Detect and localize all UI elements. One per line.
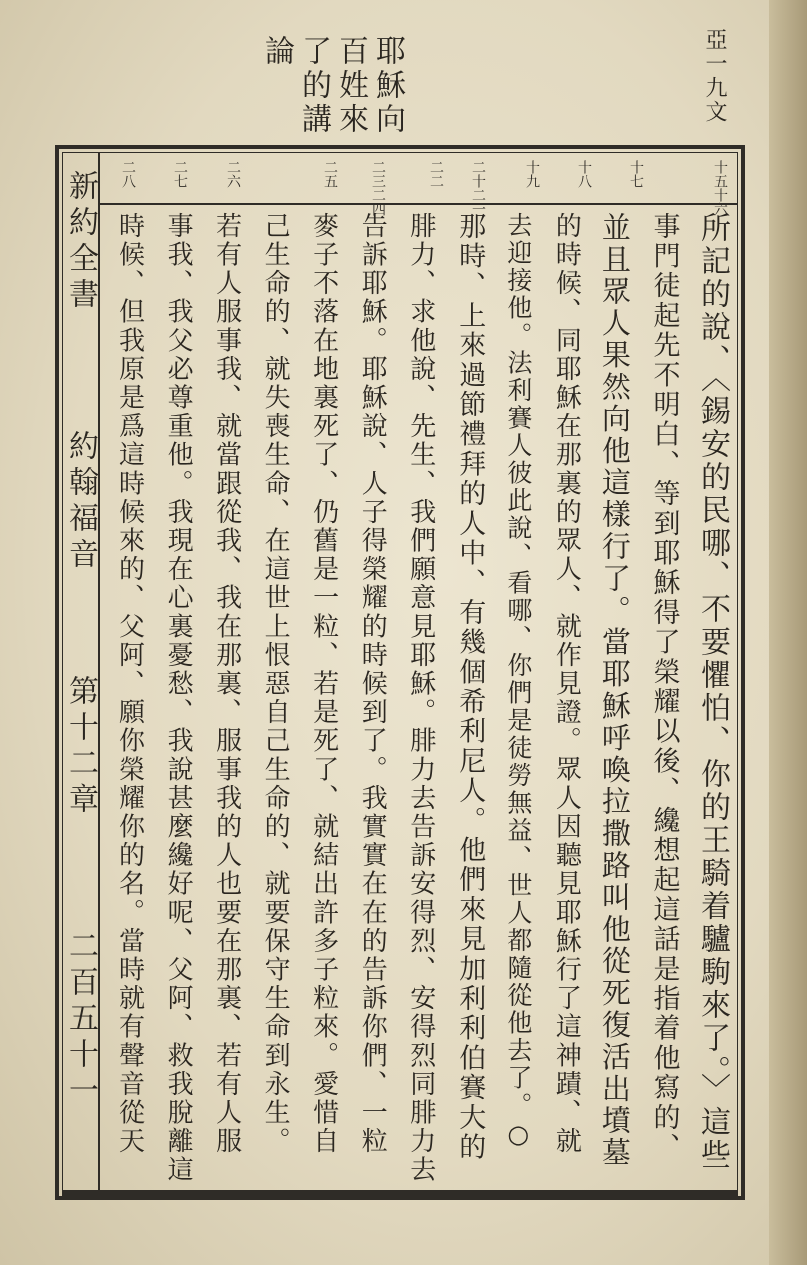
text-column: 那時、上來過節禮拜的人中、有幾個希利尼人。他們來見加利利伯賽大的 xyxy=(454,212,486,1163)
verse-number: 二七 xyxy=(172,160,188,188)
verse-number: 十七 xyxy=(628,160,644,188)
verse-number: 二三二四 xyxy=(370,160,386,216)
header-line-1: 耶穌向 xyxy=(370,35,405,137)
verse-number-divider xyxy=(100,203,738,205)
text-column: 事門徒起先不明白、等到耶穌得了榮耀以後、纔想起這話是指着他寫的、 xyxy=(648,212,680,1163)
verse-number: 二二 xyxy=(428,160,444,188)
text-column: 時候、但我原是爲這時候來的、父阿、願你榮耀你的名。當時就有聲音從天 xyxy=(114,212,145,1156)
text-column: 事我、我父必尊重他。我現在心裏憂愁、我說甚麼纔好呢、父阿、救我脫離這 xyxy=(163,212,194,1185)
sidebar-chapter: 第十二章 xyxy=(63,675,98,819)
verse-number: 十九 xyxy=(524,160,540,188)
bottom-rule xyxy=(62,1190,738,1196)
text-column: 麥子不落在地裏死了、仍舊是一粒、若是死了、就結出許多子粒來。愛惜自 xyxy=(308,212,339,1156)
text-column: 告訴耶穌。耶穌說、人子得榮耀的時候到了。我實實在在的告訴你們、一粒 xyxy=(357,212,388,1156)
text-column: 去迎接他。法利賽人彼此說、看哪、你們是徒勞無益、世人都隨從他去了。○ xyxy=(503,212,533,1151)
verse-number: 二五 xyxy=(322,160,338,188)
verse-number: 十八 xyxy=(576,160,592,188)
text-column: 腓力、求他說、先生、我們願意見耶穌。腓力去告訴安得烈、安得烈同腓力去 xyxy=(405,212,436,1185)
book-gutter xyxy=(769,0,807,1265)
header-line-4: 論 xyxy=(259,35,294,69)
verse-number: 二八 xyxy=(120,160,136,188)
verse-number: 十五十六 xyxy=(712,160,728,216)
previous-reference: 亞一九文 xyxy=(702,28,727,124)
text-column: 己生命的、就失喪生命、在這世上恨惡自己生命的、就要保守生命到永生。 xyxy=(260,212,291,1156)
sidebar-page-number: 二百五十一 xyxy=(63,930,98,1110)
verse-number: 二六 xyxy=(225,160,241,188)
header-line-2: 百姓來 xyxy=(333,35,368,137)
text-column: 並且眾人果然向他這樣行了。當耶穌呼喚拉撒路叫他從死復活出墳墓 xyxy=(597,212,632,1169)
sidebar-book: 約翰福音 xyxy=(63,430,98,574)
text-column: 所記的說、〈錫安的民哪、不要懼怕、你的王騎着驢駒來了。〉這些 xyxy=(694,212,730,1172)
text-column: 的時候、同耶穌在那裏的眾人、就作見證。眾人因聽見耶穌行了這神蹟、就 xyxy=(551,212,582,1156)
text-column: 若有人服事我、就當跟從我、我在那裏、服事我的人也要在那裏、若有人服 xyxy=(211,212,242,1156)
sidebar-title: 新約全書 xyxy=(63,170,98,314)
header-line-3: 了的講 xyxy=(296,35,331,137)
sidebar-divider xyxy=(98,152,100,1193)
verse-number: 二十二一 xyxy=(470,160,486,216)
